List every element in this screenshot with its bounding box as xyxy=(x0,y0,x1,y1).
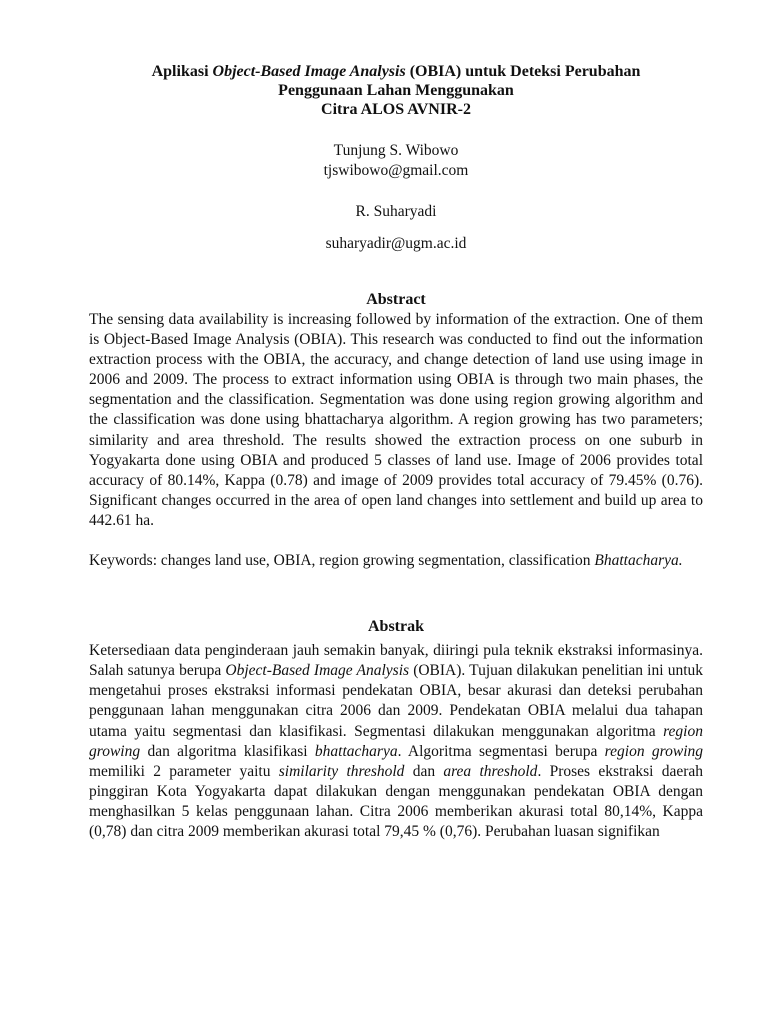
paper-title xyxy=(89,62,703,119)
abstrak-heading: Abstrak xyxy=(367,618,424,636)
author-email: tjswibowo@gmail.com xyxy=(323,162,469,179)
title-line-3: Citra ALOS AVNIR-2 xyxy=(321,101,471,118)
abstract-body: The sensing data availability is increasing followed by information of the extraction. One of them is Object-Based Image Analysis (OBIA). This research was conducted to find out the information extraction process with the OBIA, the accuracy, and change detection of land use using image in 2006 and 2009. The process to extract information using OBIA is through two main phases, the segmentation and the classification. Segmentation was done using region growing algorithm and the classification was done using bhattacharya algorithm. A region growing has two parameters; similarity and area threshold. The results showed the extraction process on one suburb in Yogyakarta done using OBIA and produced 5 classes of land use. Image of 2006 provides total accuracy of 80.14%, Kappa (0.78) and image of 2009 provides total accuracy of 79.45% (0.76). Significant changes occurred in the area of open land changes into settlement and build up area to 442.61 ha. xyxy=(89,311,703,529)
author-block xyxy=(89,141,703,254)
abstrak-body: Ketersediaan data penginderaan jauh semakin banyak, diiringi pula teknik ekstraksi informasinya. Salah satunya berupa Object-Based Image Analysis (OBIA). Tujuan dilakukan penelitian ini untuk mengetahui proses ekstraksi informasi pendekatan OBIA, besar akurasi dan deteksi perubahan penggunaan lahan menggunakan citra 2006 dan 2009. Pendekatan OBIA melalui dua tahapan utama yaitu segmentasi dan klasifikasi. Segmentasi dilakukan menggunakan algoritma region growing dan algoritma klasifikasi bhattacharya. Algoritma segmentasi berupa region growing memiliki 2 parameter yaitu similarity threshold dan area threshold. Proses ekstraksi daerah pinggiran Kota Yogyakarta dapat dilakukan dengan menggunakan pendekatan OBIA dengan menghasilkan 5 kelas penggunaan lahan. Citra 2006 memberikan akurasi total 80,14%, Kappa (0,78) dan citra 2009 memberikan akurasi total 79,45 % (0,76). Perubahan luasan signifikan xyxy=(89,642,703,840)
author-name: Tunjung S. Wibowo xyxy=(333,142,459,159)
paper-page xyxy=(89,62,703,842)
keywords: Keywords: changes land use, OBIA, region growing segmentation, classification Bhattacharya. xyxy=(89,552,683,570)
title-line-1: Aplikasi Object-Based Image Analysis (OBIA) untuk Deteksi Perubahan xyxy=(151,63,641,80)
author-email: suharyadir@ugm.ac.id xyxy=(325,235,467,252)
author-name: R. Suharyadi xyxy=(355,203,437,220)
title-line-2: Penggunaan Lahan Menggunakan xyxy=(278,82,514,99)
abstract-heading: Abstract xyxy=(366,291,426,308)
